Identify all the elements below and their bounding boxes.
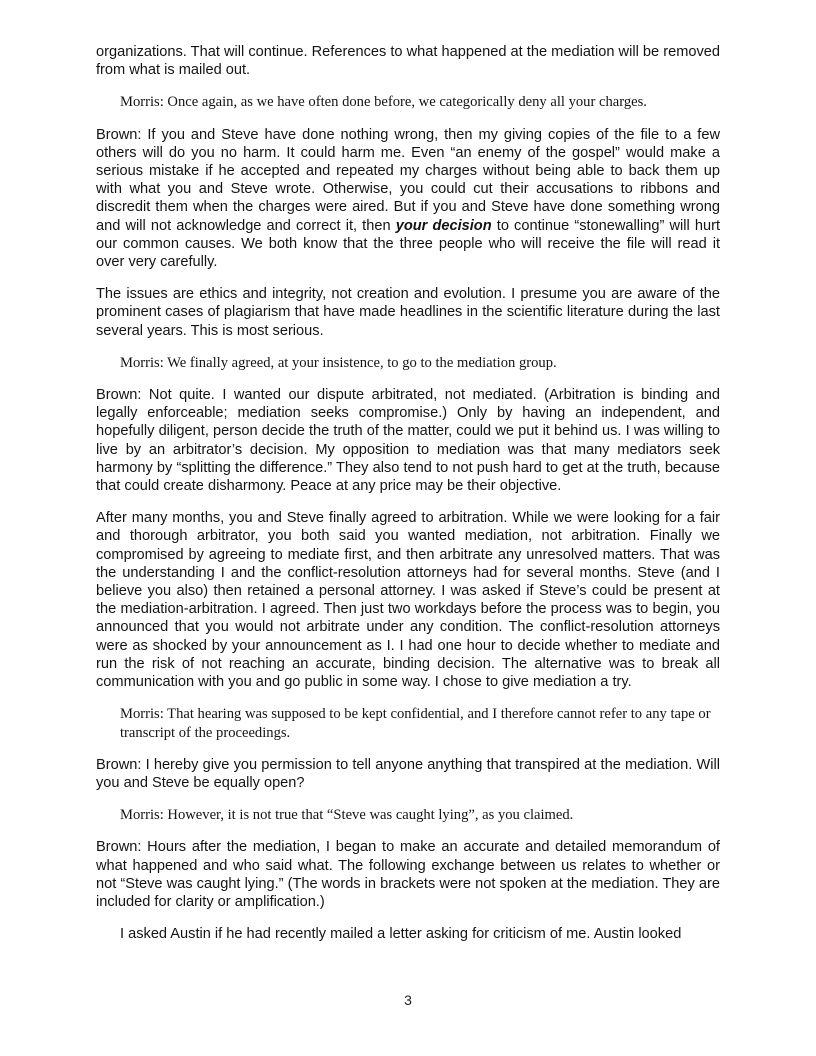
page-number: 3 — [404, 992, 412, 1008]
emphasis-your-decision: your decision — [395, 217, 492, 234]
morris-quote: Morris: Once again, as we have often done before, we categorically deny all your charges. — [120, 94, 647, 111]
brown-response: Brown: Hours after the mediation, I began to make an accurate and detailed memorandum of what happened and who said what. The following exchange between us relates to whether or not “Steve was caught lying.” (The words in brackets were not spoken at the mediation. They are included for clarity or amplification.) — [96, 839, 720, 910]
paragraph-arbitration: After many months, you and Steve finally agreed to arbitration. While we were looking for a fair and thorough arbitrator, you both said you wanted mediation, not arbitration. Finally we compromised by agreeing to mediate first, and then arbitrate any unresolved matters. That was the understanding I and the conflict-resolution attorneys had for several months. Steve (and I believe you also) then retained a personal attorney. I was asked if Steve’s could be present at the mediation-arbitration. I agreed. Then just two workdays before the process was to begin, you announced that you would not arbitrate under any condition. The conflict-resolution attorneys were as shocked by your announcement as I. I had one hour to decide whether to mediate and run the risk of not reaching an accurate, binding decision. The alternative was to break all communication with you and go public in some way. I chose to give mediation a try. — [96, 510, 720, 691]
paragraph-austin: I asked Austin if he had recently mailed a letter asking for criticism of me. Austin looked — [120, 926, 682, 943]
paragraph-continuation: organizations. That will continue. References to what happened at the mediation will be removed from what is mailed out. — [96, 44, 720, 79]
brown-response-text-end: to continue “stonewalling” will hurt our common causes. We both know that the three people who will receive the file will read it over very carefully. — [96, 217, 721, 271]
brown-response: Brown: Not quite. I wanted our dispute arbitrated, not mediated. (Arbitration is binding and legally enforceable; mediation seeks compromise.) Only by having an independent, and hopefully diligent, person decide the truth of the matter, could we put it behind us. I was willing to live by an arbitrator’s decision. My opposition to mediation was that many mediators seek harmony by “splitting the difference.” They also tend to not push hard to get at the truth, because that could create disharmony. Peace at any price may be their objective. — [96, 387, 720, 495]
paragraph-issues: The issues are ethics and integrity, not creation and evolution. I presume you are aware of the prominent cases of plagiarism that have made headlines in the scientific literature during the last several years. This is most serious. — [96, 286, 720, 339]
brown-response-text: Brown: If you and Steve have done nothing wrong, then my giving copies of the file to a few others will do you no harm. It could harm me. Even “an enemy of the gospel” would make a serious mistake if he accepted and repeated my charges without being able to back them up with what you and Steve wrote. Otherwise, you could cut their accusations to ribbons and discredit them when the charges were aired. But if you and Steve have done something wrong and will not acknowledge and correct it, then — [96, 126, 720, 234]
brown-response — [96, 126, 720, 272]
morris-quote: Morris: However, it is not true that “Steve was caught lying”, as you claimed. — [120, 807, 574, 824]
document-page — [96, 43, 720, 957]
morris-quote: Morris: That hearing was supposed to be kept confidential, and I therefore cannot refer to any tape or transcript of the proceedings. — [120, 706, 711, 741]
brown-response: Brown: I hereby give you permission to tell anyone anything that transpired at the mediation. Will you and Steve be equally open? — [96, 756, 720, 791]
morris-quote: Morris: We finally agreed, at your insistence, to go to the mediation group. — [120, 354, 557, 371]
